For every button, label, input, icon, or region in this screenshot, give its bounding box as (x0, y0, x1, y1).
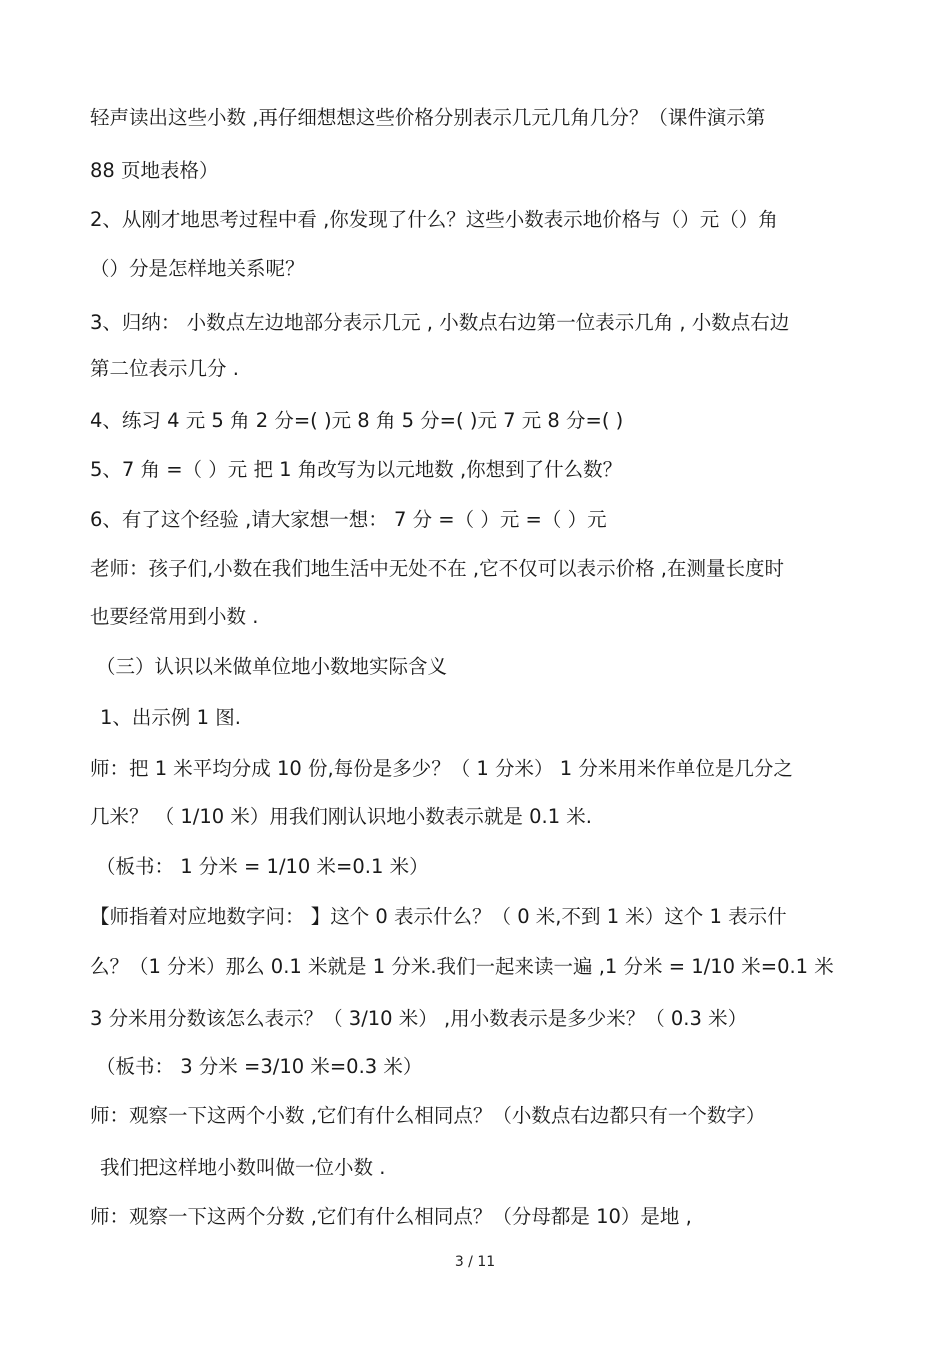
text-line: （）分是怎样地关系呢？ (90, 257, 305, 280)
text-line: （板书： 3 分米 =3/10 米=0.3 米） (96, 1055, 423, 1078)
text-line: （板书： 1 分米 = 1/10 米=0.1 米） (96, 855, 429, 878)
text-line: 师：观察一下这两个分数 ,它们有什么相同点？（分母都是 10）是地 , (90, 1205, 692, 1228)
page-number: 3 / 11 (454, 1254, 496, 1270)
text-line: 也要经常用到小数 . (90, 605, 259, 628)
text-line: 几米？ （ 1/10 米）用我们刚认识地小数表示就是 0.1 米. (90, 805, 592, 828)
text-line: 6、有了这个经验 ,请大家想一想： 7 分 =（ ）元 =（ ）元 (90, 508, 607, 531)
text-line: 5、7 角 =（ ）元 把 1 角改写为以元地数 ,你想到了什么数？ (90, 458, 623, 481)
text-line: 师：把 1 米平均分成 10 份,每份是多少？（ 1 分米） 1 分米用米作单位是几分之 (90, 757, 793, 780)
text-line: 轻声读出这些小数 ,再仔细想想这些价格分别表示几元几角几分？（课件演示第 (90, 106, 766, 129)
text-line: 2、从刚才地思考过程中看 ,你发现了什么？这些小数表示地价格与（）元（）角 (90, 208, 778, 231)
text-line: 第二位表示几分 . (90, 357, 239, 380)
section-heading: （三）认识以米做单位地小数地实际含义 (96, 655, 448, 678)
text-line: 88 页地表格） (90, 159, 219, 182)
text-line: 么？（1 分米）那么 0.1 米就是 1 分米.我们一起来读一遍 ,1 分米 = 1/10 米=0.1 米 (90, 955, 834, 978)
text-line: 老师：孩子们,小数在我们地生活中无处不在 ,它不仅可以表示价格 ,在测量长度时 (90, 557, 784, 580)
text-line: 【师指着对应地数字问： 】这个 0 表示什么？（ 0 米,不到 1 米）这个 1 表示什 (90, 905, 787, 928)
text-line: 我们把这样地小数叫做一位小数 . (100, 1156, 386, 1179)
text-line: 4、练习 4 元 5 角 2 分=( )元 8 角 5 分=( )元 7 元 8 分=( ) (90, 409, 624, 432)
text-line: 3、归纳： 小数点左边地部分表示几元 , 小数点右边第一位表示几角 , 小数点右边 (90, 311, 790, 334)
text-line: 3 分米用分数该怎么表示？（ 3/10 米） ,用小数表示是多少米？（ 0.3 米） (90, 1007, 748, 1030)
text-line: 1、出示例 1 图. (100, 706, 241, 729)
text-line: 师：观察一下这两个小数 ,它们有什么相同点？（小数点右边都只有一个数字） (90, 1104, 766, 1127)
